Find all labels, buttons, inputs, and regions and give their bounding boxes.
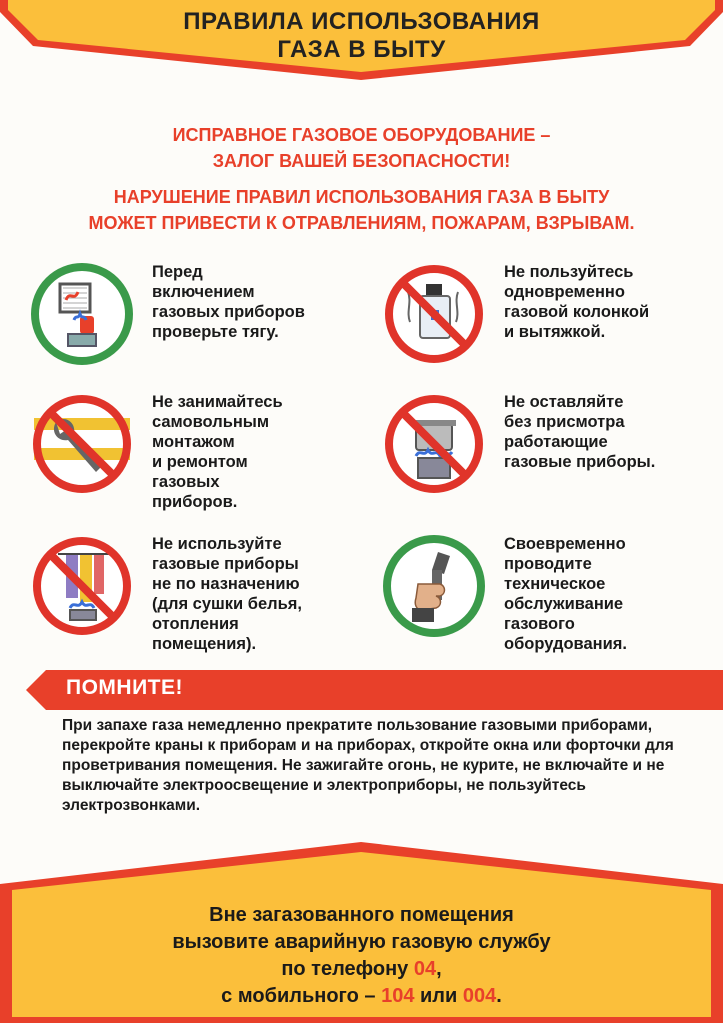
rule-text: Своевременно проводите техническое обслуживание газового оборудования. [504, 535, 627, 653]
mobile-number-2: 004 [462, 985, 497, 1007]
slogan-line-1: ИСПРАВНОЕ ГАЗОВОЕ ОБОРУДОВАНИЕ – [172, 125, 551, 145]
mobile-or: или [414, 985, 463, 1007]
phone-suffix: , [436, 958, 442, 980]
remember-text: При запахе газа немедленно прекратите пользование газовыми приборами, перекройте краны к приборам и на приборах, откройте окна или форточки для проветривания помещения. Не зажигайте огонь, не курите, не включайте и не выключайте электроосвещение и электроприборы, не пользуйтесь электрозвонками. [62, 717, 674, 814]
maintenance-wrench-icon [382, 534, 486, 638]
rule-text: Перед включением газовых приборов проверьте тягу. [152, 263, 305, 341]
rule-check-draft [30, 262, 305, 366]
rule-no-unattended [382, 392, 655, 496]
rule-maintenance [382, 534, 627, 654]
rule-no-self-repair [30, 392, 283, 512]
mobile-number-1: 104 [381, 985, 415, 1007]
rule-no-misuse [30, 534, 302, 654]
footer-line-1: Вне загазованного помещения [209, 904, 514, 926]
rule-heater-hood [382, 262, 649, 366]
remember-label: ПОМНИТЕ! [66, 676, 184, 699]
warning-line-2: МОЖЕТ ПРИВЕСТИ К ОТРАВЛЕНИЯМ, ПОЖАРАМ, ВЗРЫВАМ. [88, 213, 635, 233]
safety-slogan [0, 122, 723, 174]
footer-line-3 [0, 956, 723, 983]
footer-line-2: вызовите аварийную газовую службу [172, 931, 551, 953]
draft-check-icon [30, 262, 134, 366]
slogan-line-2: ЗАЛОГ ВАШЕЙ БЕЗОПАСНОСТИ! [212, 151, 511, 171]
emergency-call-text [0, 902, 723, 1010]
rule-text: Не пользуйтесь одновременно газовой колонкой и вытяжкой. [504, 263, 650, 341]
mobile-prefix: с мобильного – [221, 985, 382, 1007]
title-line-2: ГАЗА В БЫТУ [277, 36, 446, 63]
no-drying-laundry-icon [30, 534, 134, 638]
rule-text: Не занимайтесь самовольным монтажом и ремонтом газовых приборов. [152, 393, 283, 511]
rule-text: Не используйте газовые приборы не по назначению (для сушки белья, отопления помещения). [152, 535, 302, 653]
warning-line-1: НАРУШЕНИЕ ПРАВИЛ ИСПОЛЬЗОВАНИЯ ГАЗА В БЫТУ [113, 187, 610, 207]
no-self-repair-icon [30, 392, 134, 496]
title-line-1: ПРАВИЛА ИСПОЛЬЗОВАНИЯ [183, 8, 540, 35]
no-unattended-stove-icon [382, 392, 486, 496]
no-heater-and-hood-icon [382, 262, 486, 366]
poster-title [0, 8, 723, 64]
footer-line-4 [0, 983, 723, 1010]
emergency-number: 04 [413, 958, 437, 980]
mobile-suffix: . [496, 985, 502, 1007]
phone-prefix: по телефону [281, 958, 414, 980]
rule-text: Не оставляйте без присмотра работающие газовые приборы. [504, 393, 656, 471]
warning-slogan [0, 184, 723, 236]
